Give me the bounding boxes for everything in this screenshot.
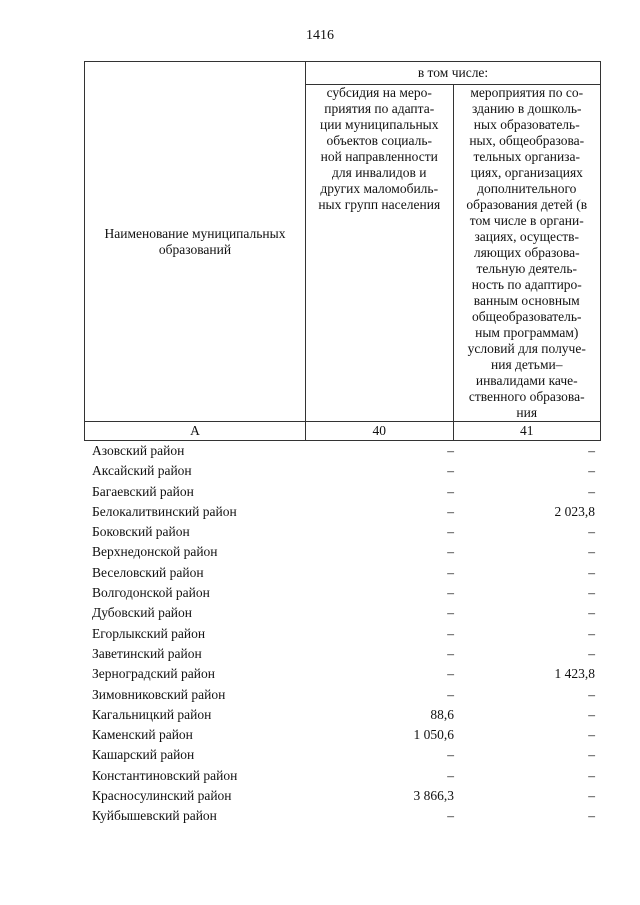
header-col41-line: тельных организа-	[473, 149, 580, 164]
value-col41: –	[588, 544, 595, 560]
value-col41: –	[588, 706, 595, 722]
value-col40: –	[447, 564, 454, 580]
header-code-a: А	[85, 422, 306, 441]
header-col41-line: том числе в органи-	[469, 213, 584, 228]
value-col40: –	[447, 443, 454, 458]
value-col41: 2 023,8	[554, 503, 595, 519]
value-col40: 1 050,6	[413, 727, 454, 743]
value-col41: –	[588, 808, 595, 824]
table-body	[84, 441, 601, 827]
header-col41-line: зациях, осуществ-	[474, 229, 580, 244]
header-col40-line: ной направленности	[320, 149, 438, 164]
header-col41-line: ных образователь-	[473, 117, 580, 132]
municipality-name: Зимовниковский район	[92, 686, 226, 702]
table-row	[84, 441, 601, 461]
value-col41: –	[588, 443, 595, 458]
municipality-name: Каменский район	[92, 727, 193, 743]
table-row	[84, 664, 601, 684]
municipality-name: Егорлыкский район	[92, 625, 206, 641]
municipality-name: Веселовский район	[92, 564, 204, 580]
municipality-name: Дубовский район	[92, 605, 193, 621]
header-col41-line: зданию в дошколь-	[472, 101, 582, 116]
header-col41-line: ственного образова-	[468, 389, 585, 404]
value-col40: –	[447, 503, 454, 519]
municipality-name: Кашарский район	[92, 747, 195, 763]
header-including: в том числе:	[306, 62, 601, 85]
table-row	[84, 461, 601, 481]
header-name-column: Наименование муниципальных образований	[85, 62, 306, 422]
value-col40: –	[447, 483, 454, 499]
header-col40-line: ции муниципальных	[319, 117, 439, 132]
table-row	[84, 644, 601, 664]
header-col40-line: приятия по адапта-	[324, 101, 435, 116]
header-col41-line: ных, общеобразова-	[469, 133, 585, 148]
value-col41: –	[588, 727, 595, 743]
header-col41-line: ляющих образова-	[473, 245, 580, 260]
value-col41: 1 423,8	[554, 666, 595, 682]
header-col41-line: инвалидами каче-	[475, 373, 578, 388]
municipality-name: Аксайский район	[92, 463, 192, 479]
municipality-name: Азовский район	[92, 443, 185, 458]
table-row	[84, 806, 601, 826]
header-col41-line: ность по адаптиро-	[471, 277, 582, 292]
municipality-name: Кагальницкий район	[92, 706, 212, 722]
value-col41: –	[588, 788, 595, 804]
value-col41: –	[588, 483, 595, 499]
municipality-name: Заветинский район	[92, 645, 202, 661]
table-row	[84, 502, 601, 522]
value-col40: –	[447, 686, 454, 702]
header-col40-line: для инвалидов и	[332, 165, 427, 180]
municipality-name: Боковский район	[92, 524, 190, 540]
value-col40: –	[447, 625, 454, 641]
header-col41-line: общеобразователь-	[472, 309, 582, 324]
header-col41-line: дополнительного	[477, 181, 577, 196]
table-row	[84, 482, 601, 502]
header-col41-line: циях, организациях	[470, 165, 583, 180]
header-col41-line: тельную деятель-	[476, 261, 578, 276]
municipality-name: Верхнедонской район	[92, 544, 218, 560]
municipality-name: Красносулинский район	[92, 788, 232, 804]
header-col41-line: ным программам)	[475, 325, 579, 340]
header-code-41: 41	[453, 422, 601, 441]
header-col41-line: ния	[516, 405, 538, 420]
header-col41-line: условий для получе-	[467, 341, 586, 356]
value-col41: –	[588, 686, 595, 702]
header-col40-line: других маломобиль-	[320, 181, 439, 196]
table-row	[84, 522, 601, 542]
value-col40: –	[447, 666, 454, 682]
header-col41-line: образования детей (в	[466, 197, 588, 212]
value-col40: –	[447, 544, 454, 560]
value-col41: –	[588, 605, 595, 621]
table-header	[84, 61, 601, 441]
value-col41: –	[588, 767, 595, 783]
value-col40: 88,6	[430, 706, 454, 722]
value-col41: –	[588, 564, 595, 580]
value-col40: 3 866,3	[413, 788, 454, 804]
header-col41-line: ванным основным	[473, 293, 580, 308]
municipality-name: Волгодонской район	[92, 585, 210, 601]
value-col40: –	[447, 463, 454, 479]
value-col40: –	[447, 605, 454, 621]
municipality-name: Зерноградский район	[92, 666, 215, 682]
table-row	[84, 725, 601, 745]
value-col40: –	[447, 808, 454, 824]
table-row	[84, 685, 601, 705]
value-col41: –	[588, 645, 595, 661]
table-row	[84, 542, 601, 562]
value-col40: –	[447, 767, 454, 783]
value-col41: –	[588, 524, 595, 540]
value-col40: –	[447, 585, 454, 601]
page-number: 1416	[306, 28, 334, 43]
value-col41: –	[588, 585, 595, 601]
table-row	[84, 563, 601, 583]
municipality-name: Константиновский район	[92, 767, 238, 783]
value-col40: –	[447, 747, 454, 763]
header-col40-line: ных групп населения	[318, 197, 441, 212]
header-col41-line: ния детьми–	[491, 357, 563, 372]
table-row	[84, 745, 601, 765]
municipality-name: Куйбышевский район	[92, 808, 217, 824]
table-row	[84, 766, 601, 786]
value-col40: –	[447, 524, 454, 540]
value-col41: –	[588, 463, 595, 479]
header-col40	[306, 85, 454, 422]
header-col41-line: мероприятия по со-	[470, 85, 584, 100]
header-code-40: 40	[306, 422, 454, 441]
table-row	[84, 786, 601, 806]
value-col41: –	[588, 625, 595, 641]
table-row	[84, 583, 601, 603]
value-col40: –	[447, 645, 454, 661]
municipality-name: Белокалитвинский район	[92, 503, 237, 519]
header-col40-line: субсидия на меро-	[326, 85, 432, 100]
header-col41	[453, 85, 601, 422]
table-row	[84, 624, 601, 644]
municipality-name: Багаевский район	[92, 483, 194, 499]
value-col41: –	[588, 747, 595, 763]
table-row	[84, 705, 601, 725]
table-row	[84, 603, 601, 623]
header-col40-line: объектов социаль-	[326, 133, 433, 148]
